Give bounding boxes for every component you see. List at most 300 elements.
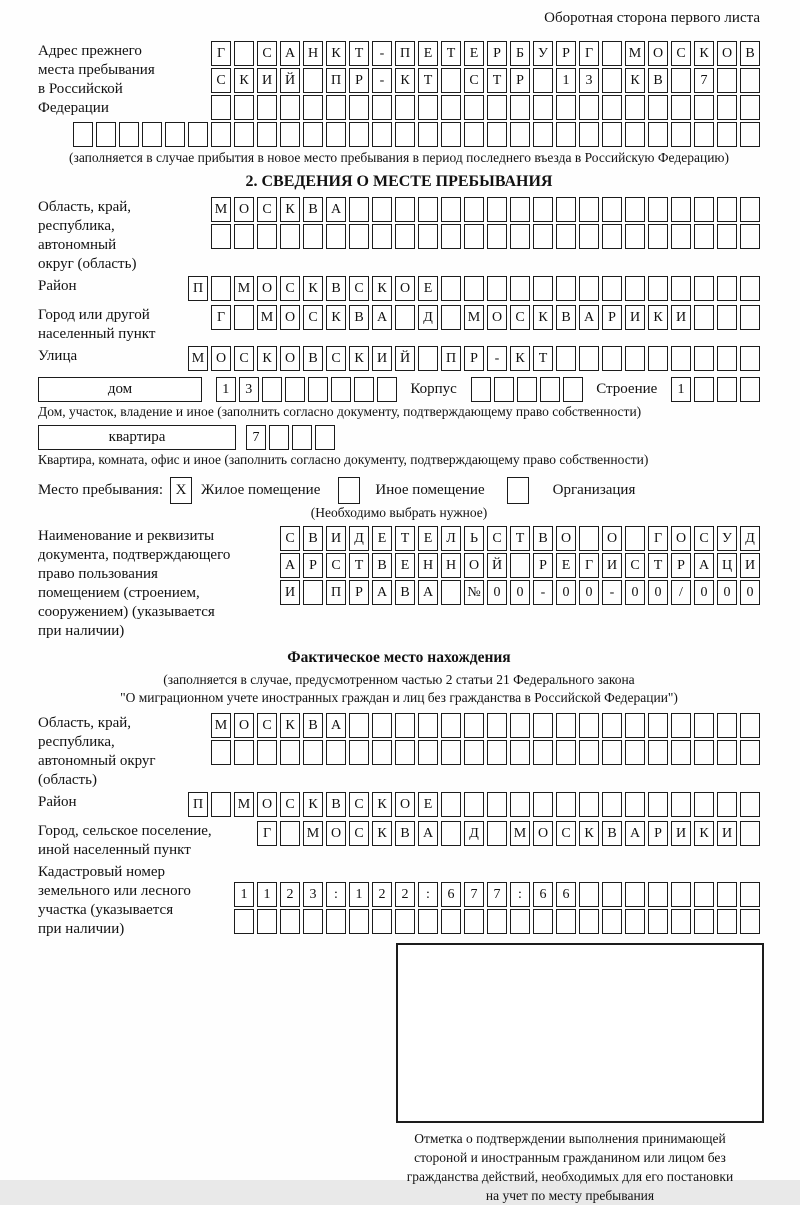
char-box[interactable]: 6 [556, 882, 576, 907]
char-box[interactable] [96, 122, 116, 147]
char-box[interactable]: А [694, 553, 714, 578]
char-box[interactable]: В [648, 68, 668, 93]
char-box[interactable] [556, 122, 576, 147]
char-box[interactable] [510, 95, 530, 120]
char-box[interactable]: С [280, 276, 300, 301]
char-box[interactable]: 2 [372, 882, 392, 907]
char-box[interactable] [165, 122, 185, 147]
char-box[interactable] [602, 224, 622, 249]
char-box[interactable]: С [349, 821, 369, 846]
char-box[interactable]: К [257, 346, 277, 371]
char-box[interactable]: Г [648, 526, 668, 551]
char-box[interactable]: А [280, 553, 300, 578]
char-box[interactable] [418, 95, 438, 120]
char-box[interactable]: 3 [239, 377, 259, 402]
char-box[interactable] [303, 740, 323, 765]
char-box[interactable] [441, 122, 461, 147]
char-box[interactable] [602, 41, 622, 66]
char-box[interactable]: Т [395, 526, 415, 551]
char-box[interactable]: Т [648, 553, 668, 578]
char-box[interactable] [579, 346, 599, 371]
char-box[interactable]: И [671, 305, 691, 330]
char-box[interactable]: Б [510, 41, 530, 66]
char-box[interactable] [441, 95, 461, 120]
char-box[interactable] [671, 713, 691, 738]
char-box[interactable] [234, 224, 254, 249]
char-box[interactable] [717, 197, 737, 222]
char-box[interactable] [694, 305, 714, 330]
char-box[interactable] [648, 792, 668, 817]
char-box[interactable]: Т [510, 526, 530, 551]
char-box[interactable] [188, 122, 208, 147]
char-box[interactable]: К [533, 305, 553, 330]
char-box[interactable]: К [326, 305, 346, 330]
char-box[interactable] [625, 713, 645, 738]
char-box[interactable]: Н [303, 41, 323, 66]
char-box[interactable] [625, 224, 645, 249]
char-box[interactable]: М [303, 821, 323, 846]
char-box[interactable]: А [418, 580, 438, 605]
char-box[interactable]: С [349, 276, 369, 301]
char-box[interactable] [717, 224, 737, 249]
char-box[interactable]: 0 [625, 580, 645, 605]
char-box[interactable]: Н [441, 553, 461, 578]
char-box[interactable]: Р [349, 68, 369, 93]
char-box[interactable] [556, 224, 576, 249]
char-box[interactable]: : [510, 882, 530, 907]
char-box[interactable]: С [326, 346, 346, 371]
char-box[interactable]: 1 [349, 882, 369, 907]
char-box[interactable]: А [372, 305, 392, 330]
char-box[interactable]: О [395, 792, 415, 817]
char-box[interactable] [510, 553, 530, 578]
char-box[interactable] [464, 713, 484, 738]
char-box[interactable]: 0 [556, 580, 576, 605]
char-box[interactable]: О [717, 41, 737, 66]
char-box[interactable]: С [280, 792, 300, 817]
char-box[interactable]: О [533, 821, 553, 846]
char-box[interactable] [533, 792, 553, 817]
actual-region-row-1[interactable] [211, 713, 760, 738]
char-box[interactable]: Р [602, 305, 622, 330]
char-box[interactable] [372, 224, 392, 249]
char-box[interactable] [73, 122, 93, 147]
char-box[interactable] [349, 95, 369, 120]
char-box[interactable] [579, 909, 599, 934]
char-box[interactable] [441, 792, 461, 817]
char-box[interactable] [740, 346, 760, 371]
char-box[interactable]: С [556, 821, 576, 846]
char-box[interactable] [694, 740, 714, 765]
char-box[interactable] [441, 305, 461, 330]
char-box[interactable]: 1 [216, 377, 236, 402]
char-box[interactable] [579, 276, 599, 301]
char-box[interactable]: О [234, 713, 254, 738]
char-box[interactable]: - [372, 41, 392, 66]
char-box[interactable]: С [257, 197, 277, 222]
char-box[interactable]: В [740, 41, 760, 66]
char-box[interactable] [234, 740, 254, 765]
char-box[interactable] [487, 821, 507, 846]
char-box[interactable] [556, 276, 576, 301]
char-box[interactable]: И [280, 580, 300, 605]
char-box[interactable] [211, 792, 231, 817]
char-box[interactable]: В [303, 346, 323, 371]
char-box[interactable]: О [234, 197, 254, 222]
char-box[interactable] [395, 122, 415, 147]
char-box[interactable]: 7 [694, 68, 714, 93]
char-box[interactable]: К [372, 276, 392, 301]
char-box[interactable]: : [326, 882, 346, 907]
char-box[interactable]: 2 [280, 882, 300, 907]
char-box[interactable]: Г [257, 821, 277, 846]
char-box[interactable] [315, 425, 335, 450]
char-box[interactable] [487, 792, 507, 817]
char-box[interactable]: С [280, 526, 300, 551]
char-box[interactable] [740, 377, 760, 402]
char-box[interactable] [740, 68, 760, 93]
char-box[interactable] [602, 197, 622, 222]
char-box[interactable] [694, 377, 714, 402]
char-box[interactable] [740, 276, 760, 301]
char-box[interactable] [579, 882, 599, 907]
char-box[interactable] [602, 713, 622, 738]
char-box[interactable] [579, 95, 599, 120]
char-box[interactable] [694, 276, 714, 301]
char-box[interactable]: М [625, 41, 645, 66]
char-box[interactable]: 0 [487, 580, 507, 605]
region-row-2[interactable] [211, 224, 760, 249]
char-box[interactable]: 1 [234, 882, 254, 907]
char-box[interactable] [280, 909, 300, 934]
char-box[interactable] [464, 792, 484, 817]
char-box[interactable] [418, 197, 438, 222]
char-box[interactable] [579, 197, 599, 222]
char-box[interactable]: О [556, 526, 576, 551]
char-box[interactable]: 6 [441, 882, 461, 907]
char-box[interactable] [671, 197, 691, 222]
char-box[interactable] [418, 740, 438, 765]
char-box[interactable]: 1 [257, 882, 277, 907]
char-box[interactable] [517, 377, 537, 402]
char-box[interactable] [556, 95, 576, 120]
char-box[interactable] [418, 122, 438, 147]
char-box[interactable] [464, 276, 484, 301]
char-box[interactable]: Р [464, 346, 484, 371]
char-box[interactable]: Д [464, 821, 484, 846]
char-box[interactable]: Е [418, 276, 438, 301]
char-box[interactable] [464, 122, 484, 147]
char-box[interactable] [441, 713, 461, 738]
char-box[interactable]: Е [464, 41, 484, 66]
char-box[interactable] [625, 197, 645, 222]
char-box[interactable] [418, 346, 438, 371]
char-box[interactable] [648, 95, 668, 120]
street-row[interactable] [188, 346, 760, 371]
char-box[interactable] [740, 122, 760, 147]
char-box[interactable]: 7 [246, 425, 266, 450]
char-box[interactable] [441, 821, 461, 846]
char-box[interactable] [671, 909, 691, 934]
char-box[interactable] [303, 580, 323, 605]
char-box[interactable]: О [648, 41, 668, 66]
char-box[interactable] [625, 740, 645, 765]
char-box[interactable] [303, 224, 323, 249]
char-box[interactable] [257, 909, 277, 934]
prev-address-row-2[interactable] [211, 68, 760, 93]
char-box[interactable] [464, 224, 484, 249]
char-box[interactable] [257, 740, 277, 765]
char-box[interactable]: 0 [694, 580, 714, 605]
char-box[interactable]: И [671, 821, 691, 846]
char-box[interactable]: С [510, 305, 530, 330]
char-box[interactable] [602, 909, 622, 934]
char-box[interactable] [648, 882, 668, 907]
char-box[interactable] [602, 122, 622, 147]
char-box[interactable] [694, 95, 714, 120]
char-box[interactable]: С [464, 68, 484, 93]
char-box[interactable] [717, 276, 737, 301]
char-box[interactable]: В [303, 713, 323, 738]
char-box[interactable] [326, 95, 346, 120]
char-box[interactable] [119, 122, 139, 147]
char-box[interactable] [349, 713, 369, 738]
char-box[interactable]: М [188, 346, 208, 371]
char-box[interactable]: К [234, 68, 254, 93]
prev-address-row-4[interactable] [38, 122, 760, 147]
char-box[interactable]: Й [395, 346, 415, 371]
prev-address-row-1[interactable] [211, 41, 760, 66]
char-box[interactable]: Г [579, 41, 599, 66]
char-box[interactable]: К [326, 41, 346, 66]
char-box[interactable] [510, 122, 530, 147]
house-number-row[interactable] [216, 377, 397, 402]
char-box[interactable] [533, 740, 553, 765]
char-box[interactable] [377, 377, 397, 402]
char-box[interactable] [349, 122, 369, 147]
char-box[interactable] [556, 713, 576, 738]
char-box[interactable] [487, 197, 507, 222]
char-box[interactable] [211, 224, 231, 249]
char-box[interactable] [464, 740, 484, 765]
char-box[interactable] [441, 276, 461, 301]
char-box[interactable]: И [625, 305, 645, 330]
char-box[interactable] [671, 276, 691, 301]
char-box[interactable]: / [671, 580, 691, 605]
char-box[interactable] [303, 95, 323, 120]
char-box[interactable] [648, 224, 668, 249]
char-box[interactable]: К [510, 346, 530, 371]
char-box[interactable] [671, 792, 691, 817]
char-box[interactable]: С [694, 526, 714, 551]
apartment-number-row[interactable] [246, 425, 335, 450]
char-box[interactable] [269, 425, 289, 450]
char-box[interactable] [717, 792, 737, 817]
char-box[interactable]: М [211, 197, 231, 222]
char-box[interactable] [533, 68, 553, 93]
char-box[interactable] [510, 224, 530, 249]
char-box[interactable] [395, 224, 415, 249]
char-box[interactable] [579, 740, 599, 765]
char-box[interactable]: Д [349, 526, 369, 551]
char-box[interactable]: В [303, 526, 323, 551]
char-box[interactable] [280, 740, 300, 765]
char-box[interactable] [694, 224, 714, 249]
char-box[interactable] [441, 197, 461, 222]
char-box[interactable]: - [533, 580, 553, 605]
char-box[interactable] [262, 377, 282, 402]
char-box[interactable] [540, 377, 560, 402]
char-box[interactable] [579, 224, 599, 249]
char-box[interactable]: 0 [579, 580, 599, 605]
char-box[interactable] [533, 197, 553, 222]
char-box[interactable] [602, 346, 622, 371]
char-box[interactable]: Й [280, 68, 300, 93]
char-box[interactable] [671, 224, 691, 249]
char-box[interactable] [648, 197, 668, 222]
char-box[interactable]: С [303, 305, 323, 330]
char-box[interactable]: М [211, 713, 231, 738]
char-box[interactable]: Т [349, 41, 369, 66]
char-box[interactable]: В [303, 197, 323, 222]
char-box[interactable] [740, 224, 760, 249]
char-box[interactable]: С [487, 526, 507, 551]
char-box[interactable] [234, 95, 254, 120]
char-box[interactable]: № [464, 580, 484, 605]
char-box[interactable] [211, 740, 231, 765]
char-box[interactable]: В [556, 305, 576, 330]
char-box[interactable]: 1 [556, 68, 576, 93]
char-box[interactable]: С [349, 792, 369, 817]
char-box[interactable] [257, 95, 277, 120]
char-box[interactable]: Г [211, 305, 231, 330]
char-box[interactable] [602, 276, 622, 301]
char-box[interactable] [280, 821, 300, 846]
char-box[interactable]: О [280, 305, 300, 330]
char-box[interactable] [372, 740, 392, 765]
char-box[interactable] [441, 580, 461, 605]
char-box[interactable] [533, 909, 553, 934]
char-box[interactable]: О [211, 346, 231, 371]
char-box[interactable] [602, 68, 622, 93]
char-box[interactable]: О [671, 526, 691, 551]
char-box[interactable] [487, 276, 507, 301]
char-box[interactable]: М [234, 792, 254, 817]
char-box[interactable] [441, 909, 461, 934]
char-box[interactable] [740, 305, 760, 330]
char-box[interactable]: И [257, 68, 277, 93]
char-box[interactable]: Ь [464, 526, 484, 551]
char-box[interactable] [533, 95, 553, 120]
char-box[interactable]: О [602, 526, 622, 551]
char-box[interactable]: И [602, 553, 622, 578]
char-box[interactable]: Т [533, 346, 553, 371]
char-box[interactable] [579, 792, 599, 817]
char-box[interactable] [694, 122, 714, 147]
document-row-3[interactable] [280, 580, 760, 605]
char-box[interactable] [349, 740, 369, 765]
char-box[interactable]: О [464, 553, 484, 578]
char-box[interactable] [372, 122, 392, 147]
char-box[interactable]: В [395, 821, 415, 846]
char-box[interactable] [671, 346, 691, 371]
char-box[interactable] [303, 909, 323, 934]
char-box[interactable]: П [188, 276, 208, 301]
char-box[interactable]: 3 [303, 882, 323, 907]
actual-settlement-row[interactable] [257, 821, 760, 846]
char-box[interactable] [395, 740, 415, 765]
char-box[interactable]: В [349, 305, 369, 330]
char-box[interactable] [354, 377, 374, 402]
char-box[interactable] [418, 909, 438, 934]
char-box[interactable] [280, 95, 300, 120]
char-box[interactable] [717, 122, 737, 147]
char-box[interactable] [372, 197, 392, 222]
char-box[interactable] [303, 122, 323, 147]
char-box[interactable]: М [234, 276, 254, 301]
char-box[interactable] [211, 122, 231, 147]
region-row-1[interactable] [211, 197, 760, 222]
char-box[interactable]: Д [740, 526, 760, 551]
cadastral-row-2[interactable] [234, 909, 760, 934]
char-box[interactable] [285, 377, 305, 402]
char-box[interactable]: К [372, 792, 392, 817]
char-box[interactable]: О [280, 346, 300, 371]
char-box[interactable]: К [648, 305, 668, 330]
char-box[interactable] [211, 95, 231, 120]
char-box[interactable]: Й [487, 553, 507, 578]
char-box[interactable]: С [257, 41, 277, 66]
char-box[interactable] [471, 377, 491, 402]
city-row[interactable] [211, 305, 760, 330]
prev-address-row-3[interactable] [211, 95, 760, 120]
char-box[interactable]: С [257, 713, 277, 738]
char-box[interactable] [280, 224, 300, 249]
char-box[interactable]: П [188, 792, 208, 817]
char-box[interactable] [292, 425, 312, 450]
char-box[interactable] [717, 346, 737, 371]
char-box[interactable] [671, 68, 691, 93]
char-box[interactable]: О [326, 821, 346, 846]
char-box[interactable]: 7 [464, 882, 484, 907]
char-box[interactable] [556, 740, 576, 765]
char-box[interactable]: А [579, 305, 599, 330]
char-box[interactable] [510, 792, 530, 817]
char-box[interactable] [372, 909, 392, 934]
char-box[interactable] [717, 95, 737, 120]
stay-type-checkbox-other[interactable] [338, 477, 360, 504]
char-box[interactable] [326, 740, 346, 765]
char-box[interactable] [395, 713, 415, 738]
char-box[interactable] [648, 276, 668, 301]
char-box[interactable] [556, 346, 576, 371]
char-box[interactable]: Е [395, 553, 415, 578]
char-box[interactable] [487, 122, 507, 147]
char-box[interactable]: 6 [533, 882, 553, 907]
char-box[interactable] [625, 909, 645, 934]
char-box[interactable]: К [395, 68, 415, 93]
char-box[interactable] [717, 377, 737, 402]
char-box[interactable] [533, 224, 553, 249]
char-box[interactable]: К [579, 821, 599, 846]
char-box[interactable] [464, 909, 484, 934]
char-box[interactable] [441, 740, 461, 765]
char-box[interactable]: О [487, 305, 507, 330]
char-box[interactable] [418, 224, 438, 249]
char-box[interactable]: В [533, 526, 553, 551]
char-box[interactable]: А [280, 41, 300, 66]
char-box[interactable]: Е [418, 792, 438, 817]
